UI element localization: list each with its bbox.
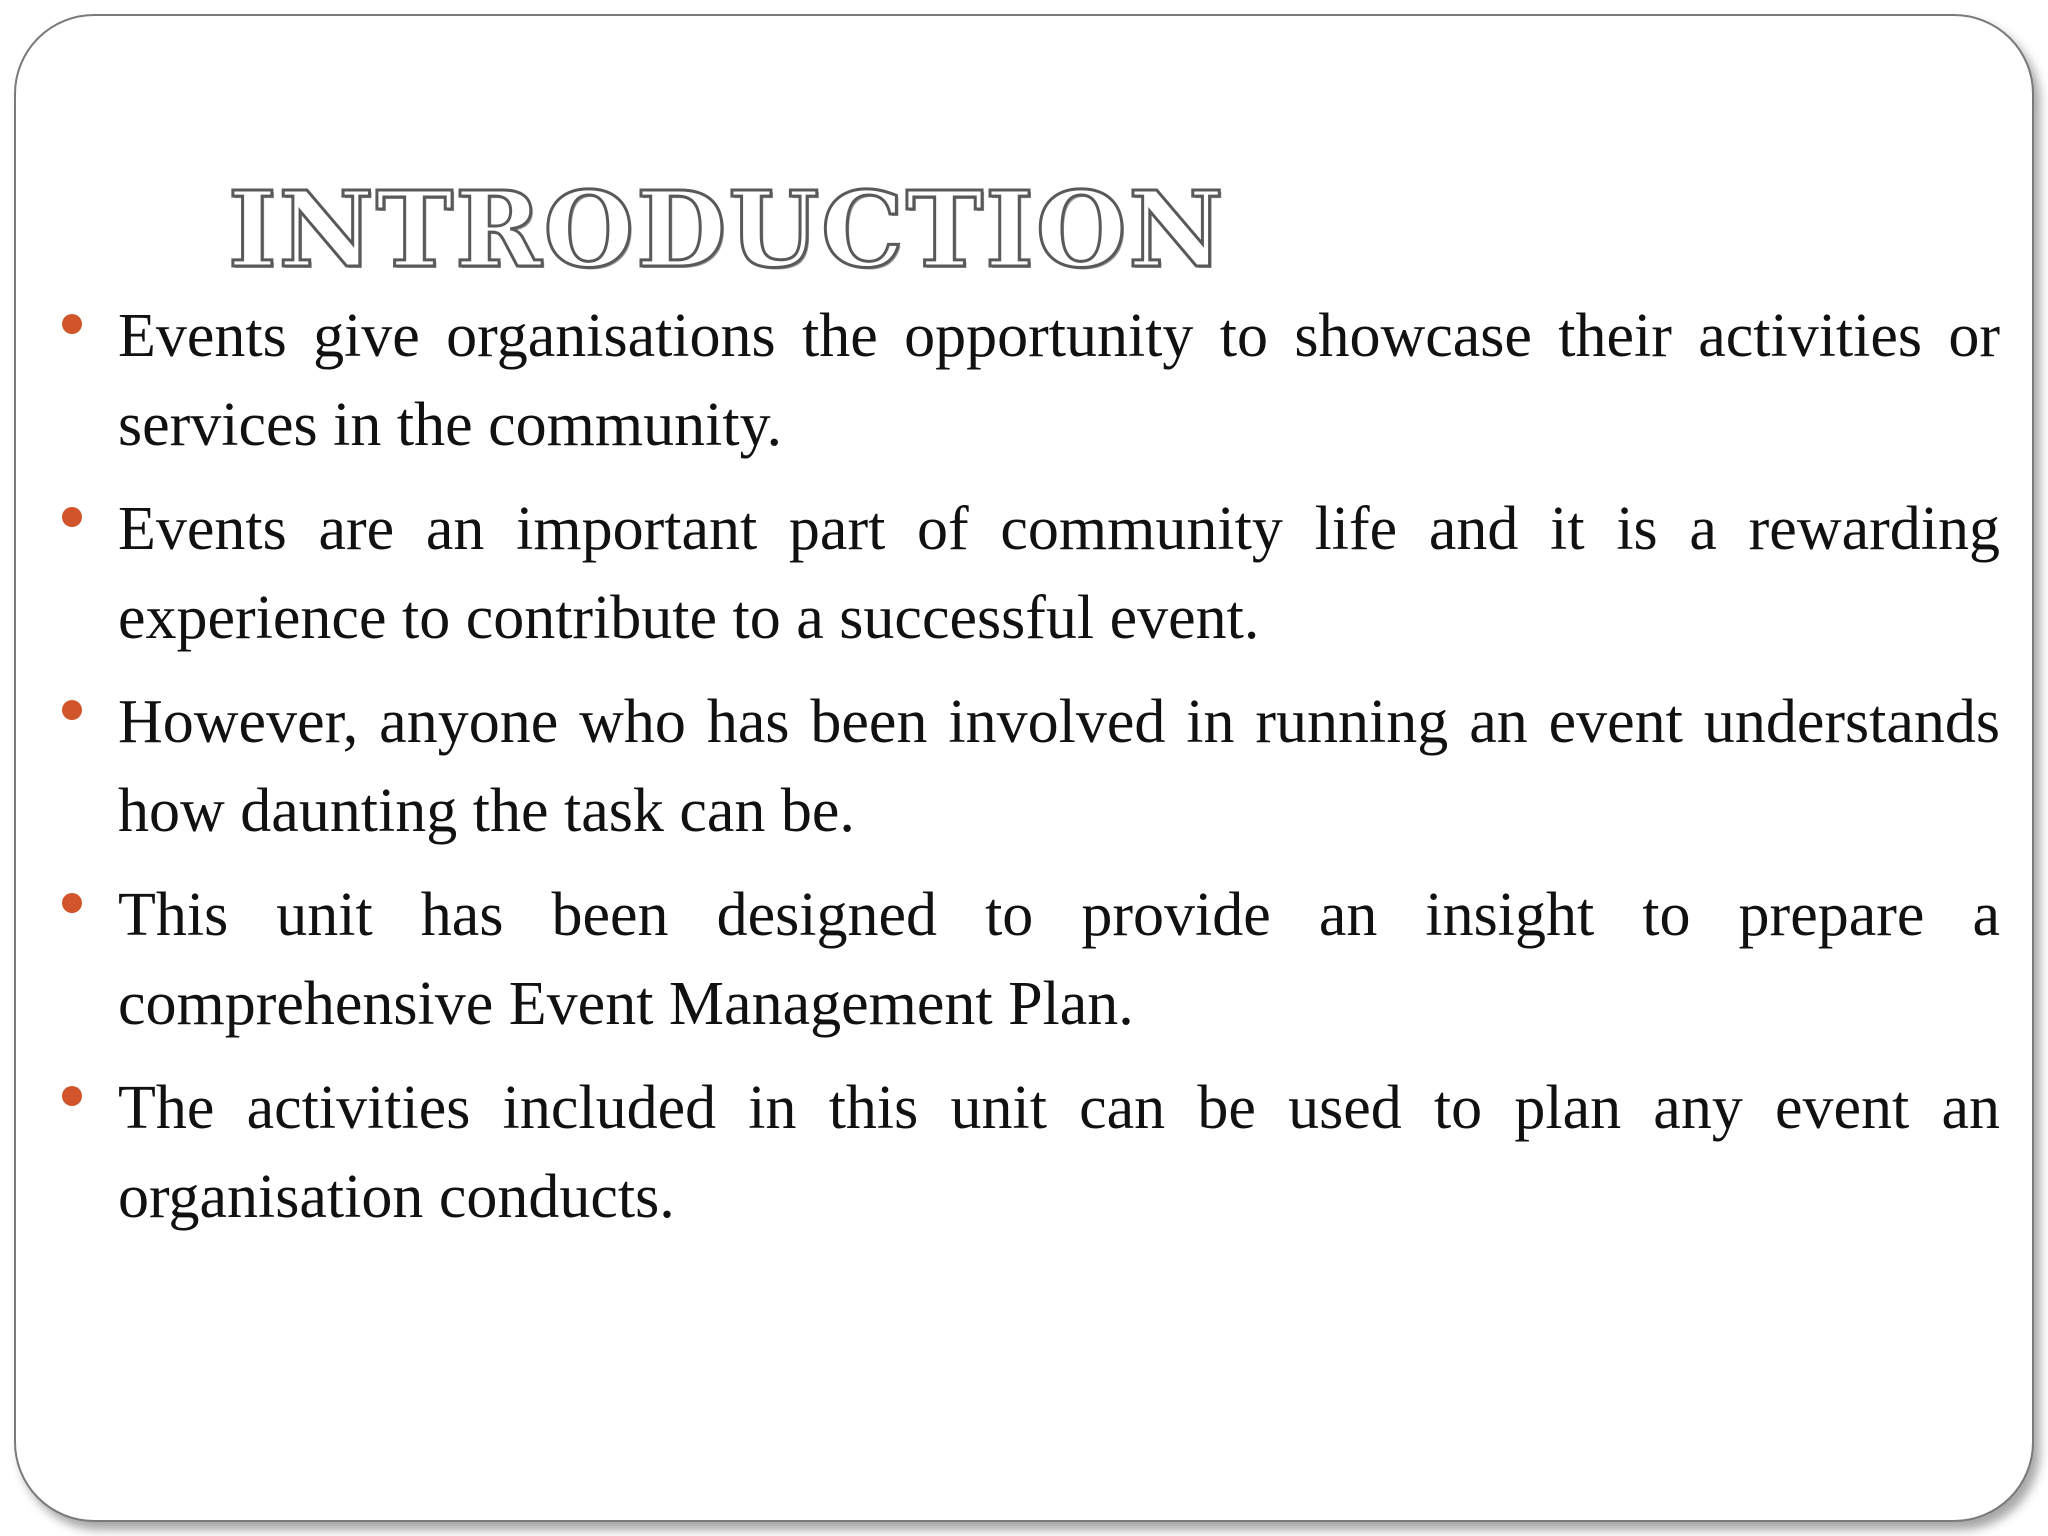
bullet-text: The activities included in this unit can be used to plan any event an organisation conducts.: [118, 1074, 2000, 1231]
bullet-dot-icon: [62, 893, 82, 913]
bullet-text: Events are an important part of community life and it is a rewarding experience to contribute to a successful event.: [118, 495, 2000, 652]
bullet-dot-icon: [62, 314, 82, 334]
bullet-item: [54, 485, 2000, 663]
bullet-dot-icon: [62, 700, 82, 720]
bullet-item: [54, 678, 2000, 856]
bullet-text: This unit has been designed to provide an insight to prepare a comprehensive Event Management Plan.: [118, 881, 2000, 1038]
bullet-item: [54, 871, 2000, 1049]
bullet-dot-icon: [62, 507, 82, 527]
bullet-list: [54, 292, 2000, 1257]
bullet-text: Events give organisations the opportunity to showcase their activities or services in the community.: [118, 302, 2000, 459]
slide-title: INTRODUCTION: [228, 168, 1226, 291]
bullet-item: [54, 1064, 2000, 1242]
bullet-dot-icon: [62, 1086, 82, 1106]
bullet-item: [54, 292, 2000, 470]
bullet-text: However, anyone who has been involved in running an event understands how daunting the task can be.: [118, 688, 2000, 845]
